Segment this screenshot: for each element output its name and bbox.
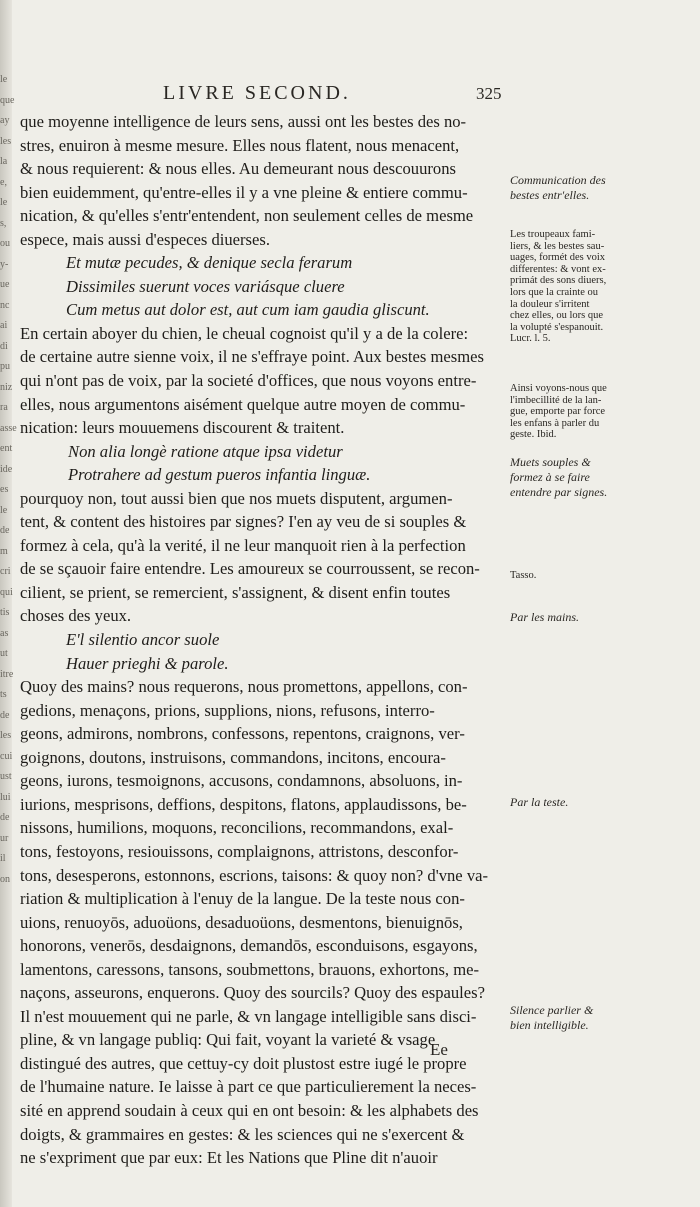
margin-note-line: gue, emporte par force xyxy=(510,406,606,418)
edge-fragment: de xyxy=(0,525,10,536)
verse-line: Dissimiles suerunt voces variásque cluere xyxy=(66,276,345,296)
edge-fragment: niz xyxy=(0,381,13,393)
page-header xyxy=(0,82,700,108)
edge-fragment: le xyxy=(0,74,8,85)
margin-note-silence xyxy=(510,1003,622,1033)
edge-fragment: les xyxy=(0,730,12,741)
margin-note-line: liers, & les bestes sau- xyxy=(510,240,605,252)
edge-fragment: de xyxy=(0,812,10,823)
edge-fragment: que xyxy=(0,94,15,106)
margin-note-line: Les troupeaux fami- xyxy=(510,229,596,240)
edge-fragment: ts xyxy=(0,689,7,700)
edge-fragment: ust xyxy=(0,771,12,782)
text-line: bien euidemment, qu'entre-elles il y a vne pleine & entiere commu- xyxy=(20,182,468,202)
text-line: lamentons, caressons, tansons, soubmettons, brauons, exhortons, me- xyxy=(20,959,480,979)
text-line: de certaine autre sienne voix, il ne s'effraye point. Aux bestes mesmes xyxy=(20,347,484,367)
margin-note-line: Tasso. xyxy=(510,570,537,581)
margin-note-line: Lucr. l. 5. xyxy=(510,333,551,345)
margin-note-line: formez à se faire xyxy=(510,470,590,484)
text-line: choses des yeux. xyxy=(20,606,132,626)
edge-fragment: s, xyxy=(0,217,7,229)
text-line: nication: leurs mouuemens discourent & traitent. xyxy=(20,418,345,438)
edge-fragment: on xyxy=(0,873,10,885)
text-line: geons, admirons, nombrons, confessons, repentons, craignons, ver- xyxy=(20,724,465,744)
text-line: ne s'expriment que par eux: Et les Nations que Pline dit n'auoir xyxy=(20,1148,438,1168)
text-line: de se sçauoir faire entendre. Les amoureux se courroussent, se recon- xyxy=(20,559,480,579)
edge-fragment: e, xyxy=(0,176,7,188)
margin-note-line: uages, formét des voix xyxy=(510,252,606,264)
edge-fragment: ra xyxy=(0,402,8,413)
edge-fragment: asse xyxy=(0,422,17,434)
margin-note-line: Ainsi voyons-nous que xyxy=(510,383,607,394)
margin-note-line: Communication des xyxy=(510,173,606,187)
edge-fragment: es xyxy=(0,484,9,495)
text-line: Il n'est mouuement qui ne parle, & vn langage intelligible sans disci- xyxy=(20,1006,477,1026)
edge-fragment: ue xyxy=(0,279,10,290)
text-line: geons, iurons, tesmoignons, accusons, condamnons, absoluons, in- xyxy=(20,771,463,791)
edge-fragment: ai xyxy=(0,320,8,331)
edge-fragment: de xyxy=(0,709,10,721)
edge-fragment: ent xyxy=(0,443,13,454)
text-line: tons, festoyons, resiouissons, complaignons, attristons, desconfor- xyxy=(20,841,459,861)
margin-note-line: primát des sons diuers, xyxy=(510,275,607,287)
text-line: pourquoy non, tout aussi bien que nos muets disputent, argumen- xyxy=(20,488,453,508)
margin-note-mains xyxy=(510,610,622,625)
text-line: nissons, humilions, moquons, reconcilions, recommandons, exal- xyxy=(20,818,454,838)
text-line: stres, enuiron à mesme mesure. Elles nous flatent, nous menacent, xyxy=(20,135,460,155)
text-line: doigts, & grammaires en gestes: & les sciences qui ne s'exercent & xyxy=(20,1124,465,1144)
text-line: tent, & content des histoires par signes? I'en ay veu de si souples & xyxy=(20,512,467,532)
edge-fragment: m xyxy=(0,545,8,557)
margin-note-line: entendre par signes. xyxy=(510,485,608,499)
text-line: cilient, se prient, se remercient, s'assignent, & disent enfin toutes xyxy=(20,582,451,602)
text-line: qui n'ont pas de voix, par la societé d'offices, que nous voyons entre- xyxy=(20,371,477,391)
text-line: gedions, menaçons, prions, supplions, nions, refusons, interro- xyxy=(20,700,435,720)
edge-fragment: qui xyxy=(0,586,13,598)
edge-fragment: lui xyxy=(0,791,11,803)
edge-fragment: les xyxy=(0,135,12,147)
verse-line: Protrahere ad gestum pueros infantia linguæ. xyxy=(68,465,371,485)
text-line: espece, mais aussi d'especes diuerses. xyxy=(20,229,270,249)
edge-fragment: as xyxy=(0,627,9,639)
text-line: goignons, doutons, instruisons, commandons, incitons, encoura- xyxy=(20,747,446,767)
margin-note-imbecillite xyxy=(510,383,622,441)
edge-fragment: itre xyxy=(0,668,14,680)
running-title: LIVRE SECOND. xyxy=(163,82,351,104)
text-line: honorons, venerōs, desdaignons, demandōs, esconduisons, esgayons, xyxy=(20,936,478,956)
edge-fragment: y- xyxy=(0,258,9,270)
text-line: En certain aboyer du chien, le cheual cognoist qu'il y a de la colere: xyxy=(20,323,469,343)
facing-page-edge xyxy=(0,70,17,890)
edge-fragment: le xyxy=(0,504,8,516)
margin-note-line: chez elles, ou lors que xyxy=(510,310,604,322)
edge-fragment: il xyxy=(0,853,6,864)
edge-fragment: di xyxy=(0,340,8,352)
text-line: elles, nous argumentons aisément quelque autre moyen de commu- xyxy=(20,394,466,414)
text-line: formez à cela, qu'à la verité, il ne leur manquoit rien à la perfection xyxy=(20,535,466,555)
catchword: Ee xyxy=(430,1040,448,1059)
margin-note-muets xyxy=(510,455,622,500)
margin-note-line: Muets souples & xyxy=(510,455,591,469)
margin-note-line: les enfans à parler du xyxy=(510,417,600,429)
margin-note-line: bestes entr'elles. xyxy=(510,188,590,202)
margin-note-line: Par les mains. xyxy=(510,610,579,624)
text-line: tons, desesperons, estonnons, escrions, taisons: & quoy non? d'vne va- xyxy=(20,865,489,885)
margin-note-line: differentes: & vont ex- xyxy=(510,263,606,275)
edge-fragment: cui xyxy=(0,750,13,762)
margin-note-tasso xyxy=(510,570,622,582)
margin-note-line: Par la teste. xyxy=(510,795,569,809)
text-line: naçons, asseurons, enquerons. Quoy des sourcils? Quoy des espaules? xyxy=(20,983,485,1003)
verse-line: Non alia longè ratione atque ipsa videtur xyxy=(68,441,343,461)
edge-fragment: le xyxy=(0,197,8,208)
edge-fragment: ur xyxy=(0,832,9,844)
edge-fragment: la xyxy=(0,156,8,167)
text-line: nication, & qu'elles s'entr'entendent, non seulement celles de mesme xyxy=(20,206,474,226)
margin-note-line: geste. Ibid. xyxy=(510,429,557,441)
text-line: de l'humaine nature. Ie laisse à part ce que particulierement la neces- xyxy=(20,1077,477,1097)
edge-fragment: tis xyxy=(0,607,10,618)
margin-note-line: l'imbecillité de la lan- xyxy=(510,394,602,406)
text-line: distingué des autres, que cettuy-cy doit plustost estre iugé le propre xyxy=(20,1053,467,1073)
text-line: riation & multiplication à l'enuy de la langue. De la teste nous con- xyxy=(20,889,465,909)
edge-fragment: ut xyxy=(0,648,8,659)
text-line: iurions, mesprisons, deffions, despitons, flatons, applaudissons, be- xyxy=(20,794,467,814)
margin-note-troupeaux xyxy=(510,229,622,345)
verse-line: Cum metus aut dolor est, aut cum iam gaudia gliscunt. xyxy=(66,300,430,320)
text-line: Quoy des mains? nous requerons, nous promettons, appellons, con- xyxy=(20,677,468,697)
margin-note-line: la douleur s'irritent xyxy=(510,298,590,310)
text-line: que moyenne intelligence de leurs sens, aussi ont les bestes des no- xyxy=(20,112,467,131)
margin-note-teste xyxy=(510,795,622,810)
edge-fragment: cri xyxy=(0,566,11,577)
verse-line: E'l silentio ancor suole xyxy=(66,630,220,650)
margin-note-line: la volupté s'espanouit. xyxy=(510,321,604,333)
margin-note-line: Silence parlier & xyxy=(510,1003,594,1017)
text-line: & nous requierent: & nous elles. Au demeurant nous descouurons xyxy=(20,159,456,179)
edge-fragment: ay xyxy=(0,115,10,126)
edge-fragment: pu xyxy=(0,361,10,372)
verse-line: Et mutæ pecudes, & denique secla ferarum xyxy=(66,253,353,273)
edge-fragment: nc xyxy=(0,299,10,311)
text-line: sité en apprend soudain à ceux qui en ont besoin: & les alphabets des xyxy=(20,1100,479,1120)
margin-note-line: lors que la crainte ou xyxy=(510,286,599,298)
page-number: 325 xyxy=(476,84,502,103)
edge-fragment: ide xyxy=(0,463,13,475)
margin-note-communication xyxy=(510,173,622,203)
verse-line: Hauer prieghi & parole. xyxy=(66,653,229,673)
text-line: pline, & vn langage publiq: Qui fait, voyant la varieté & vsage xyxy=(20,1030,436,1050)
main-text-column xyxy=(20,110,508,1170)
edge-fragment: ou xyxy=(0,238,10,249)
text-line: uions, renuoyōs, aduoüons, desaduoüons, desmentons, bienuignōs, xyxy=(20,912,463,932)
margin-note-line: bien intelligible. xyxy=(510,1018,589,1032)
